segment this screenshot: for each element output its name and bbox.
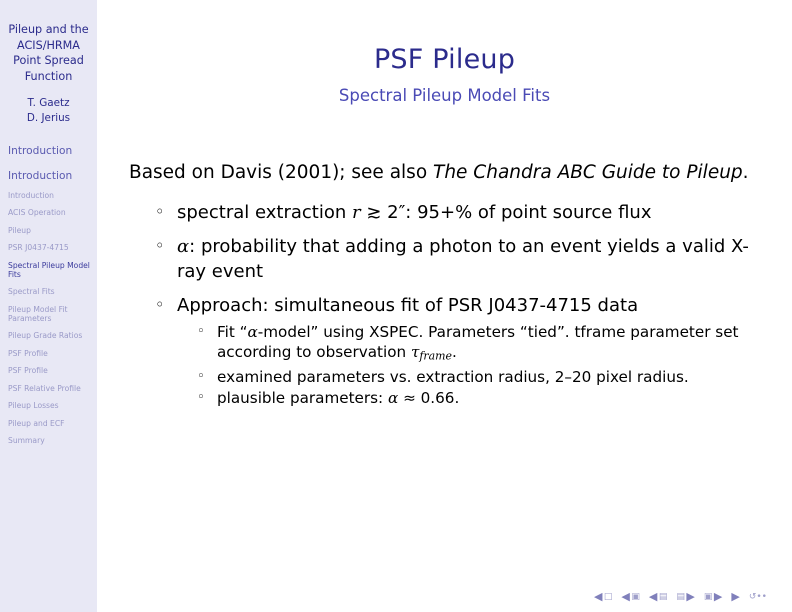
nav-group-last[interactable] (731, 591, 739, 602)
nav-group-page-indicator (749, 592, 767, 602)
sidebar-subsection-introduction[interactable]: Introduction (8, 170, 73, 182)
sidebar-author-2: D. Jerius (26, 112, 71, 124)
slide-navigation-bar[interactable] (594, 591, 774, 602)
nav-sep-3: ▤ (658, 591, 668, 602)
sidebar-item-acis-operation[interactable]: ACIS Operation (8, 208, 66, 217)
nav-next-section-icon[interactable]: ▶ (713, 590, 723, 603)
intro-text-pre: Based on Davis (2001); see also (129, 162, 434, 183)
nav-group-first[interactable] (594, 591, 612, 602)
bullet-spectral-extraction (153, 200, 756, 225)
sidebar-authors (0, 84, 97, 126)
sidebar-item-psr-j0437-4715[interactable]: PSR J0437-4715 (8, 243, 69, 252)
sub-bullet-fit-alpha-model (195, 323, 756, 366)
nav-next-slide-icon[interactable]: ▶ (686, 590, 695, 603)
nav-sep-5: ▣ (703, 591, 713, 602)
sidebar-item-psf-profile-2[interactable]: PSF Profile (8, 366, 48, 375)
slide-title: PSF Pileup (373, 44, 516, 75)
nav-group-prev-slide[interactable] (649, 591, 667, 602)
sidebar-deck-title-line-4: Function (24, 69, 73, 83)
sub-bullet-list (177, 323, 756, 409)
sidebar-item-pileup-grade-ratios[interactable]: Pileup Grade Ratios (8, 331, 83, 340)
slide-main (97, 0, 792, 612)
intro-text-italic: The Chandra ABC Guide to Pileup (433, 162, 743, 183)
bullet-approach (153, 293, 756, 409)
slide-subtitle: Spectral Pileup Model Fits (338, 86, 551, 105)
nav-group-next-section[interactable] (704, 591, 722, 602)
sidebar-item-summary[interactable]: Summary (8, 436, 45, 445)
sidebar-item-psf-relative-profile[interactable]: PSF Relative Profile (8, 383, 81, 393)
sub-1-post: . (452, 342, 457, 361)
sub-1-pre: Fit “ (217, 323, 248, 341)
sidebar-item-spectral-pileup-model-fits[interactable]: Spectral Pileup Model Fits (8, 260, 90, 279)
nav-first-slide-icon[interactable]: ◀ (593, 590, 603, 603)
bullet-1-mid: ≳ 2″: 95+% of point source flux (360, 202, 652, 223)
bullet-2-mid: : probability that adding a photon to an event yields a valid X-ray event (177, 236, 749, 282)
sidebar-deck-title-line-1: Pileup and the (8, 23, 89, 36)
sub-bullet-examined-parameters: ◦ examined parameters vs. extraction radius, 2–20 pixel radius. (195, 368, 756, 388)
sub-1-tau-subscript: frame (419, 349, 453, 363)
bullet-list (129, 200, 756, 409)
intro-text-post: . (742, 162, 749, 183)
nav-page-dots-icon: ↺•• (748, 591, 767, 602)
bullet-1-pre: spectral extraction (177, 202, 352, 223)
sidebar-section-introduction[interactable]: Introduction (8, 145, 73, 157)
nav-last-slide-icon[interactable]: ▶ (731, 590, 740, 603)
sidebar-deck-title-line-2: ACIS/HRMA (17, 38, 80, 52)
sub-3-pre: plausible parameters: (217, 389, 388, 408)
sidebar-author-1: T. Gaetz (27, 97, 70, 109)
sub-1-tau: τ (410, 342, 420, 361)
sidebar-item-pileup-losses[interactable]: Pileup Losses (8, 401, 59, 410)
bullet-alpha-probability (153, 234, 756, 284)
sidebar (0, 0, 97, 612)
sidebar-item-psf-profile-1[interactable]: PSF Profile (8, 348, 48, 358)
nav-sep-4: ▤ (676, 591, 685, 602)
sidebar-item-pileup-model-fit-parameters[interactable]: Pileup Model Fit Parameters (8, 304, 68, 323)
nav-group-prev-section[interactable] (621, 591, 639, 602)
sub-3-alpha: α (388, 389, 399, 408)
bullet-1-math: r (351, 202, 361, 223)
nav-group-next-slide[interactable] (676, 591, 694, 602)
nav-sep-1: □ (603, 591, 613, 602)
sidebar-item-pileup-and-ecf[interactable]: Pileup and ECF (8, 418, 65, 428)
nav-prev-section-icon[interactable]: ◀ (621, 590, 630, 603)
sidebar-deck-title-line-3: Point Spread (13, 54, 84, 67)
nav-sep-2: ▣ (631, 591, 640, 602)
bullet-3-mid: Approach: simultaneous fit of PSR J0437-4715 data (177, 295, 639, 316)
sub-1-alpha: α (247, 323, 258, 341)
sidebar-item-spectral-fits[interactable]: Spectral Fits (8, 287, 55, 296)
nav-prev-slide-icon[interactable]: ◀ (648, 590, 658, 603)
sidebar-item-introduction[interactable]: Introduction (8, 190, 54, 200)
intro-paragraph (129, 160, 756, 186)
bullet-2-math: α (177, 236, 190, 257)
sub-bullet-plausible-parameters (195, 389, 756, 409)
sidebar-deck-title[interactable] (0, 0, 97, 84)
sub-1-mid: -model” using XSPEC. Parameters “tied”. tframe parameter set according to observation (217, 323, 739, 361)
slide-body (129, 160, 756, 409)
sidebar-item-pileup[interactable]: Pileup (8, 225, 31, 235)
sub-3-post: ≈ 0.66. (398, 389, 460, 408)
